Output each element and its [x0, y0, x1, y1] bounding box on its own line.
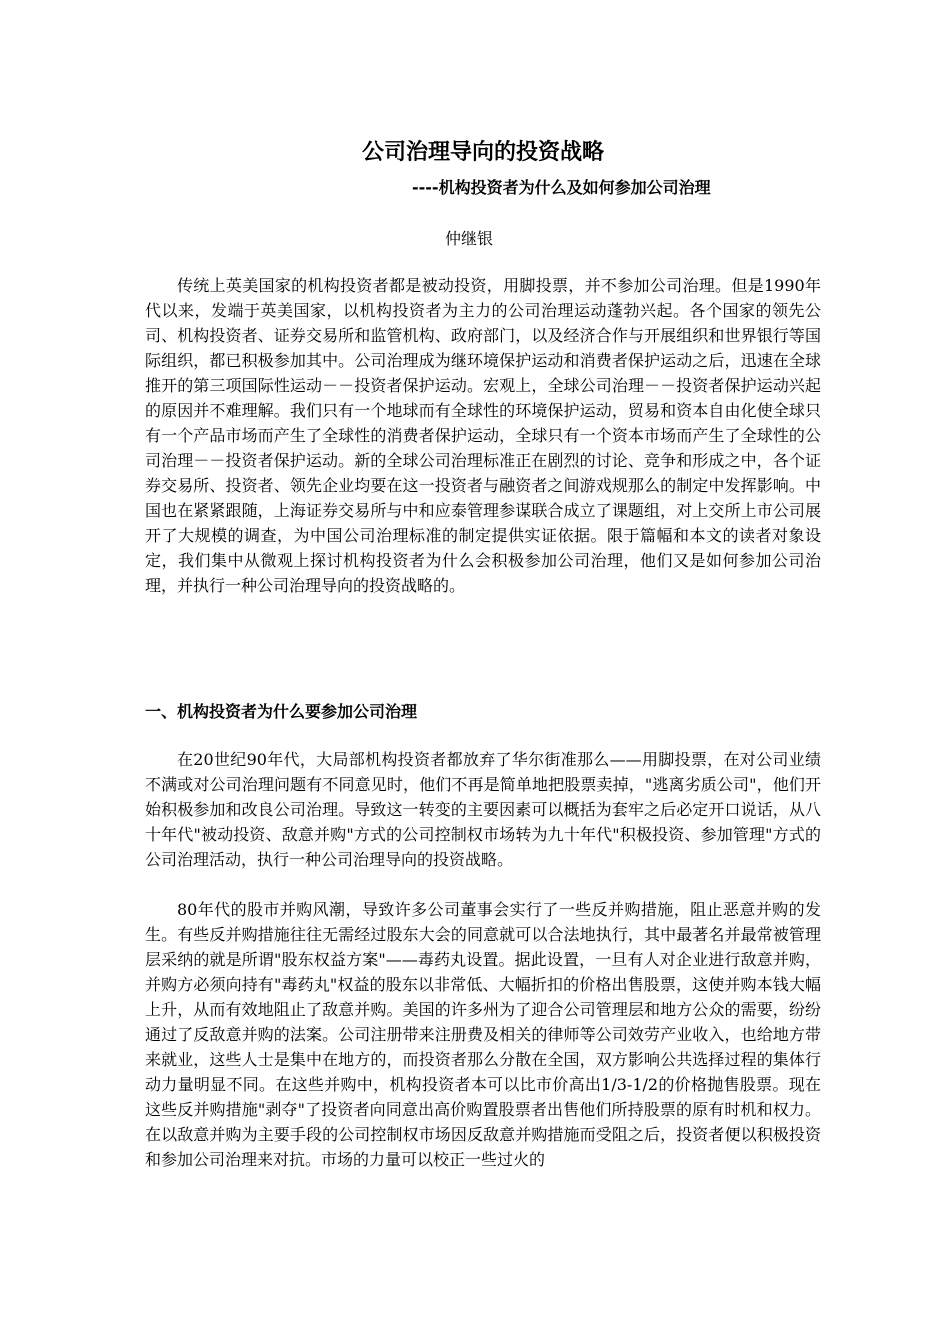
section-heading: 一、机构投资者为什么要参加公司治理 — [145, 702, 418, 721]
document-title: 公司治理导向的投资战略 — [361, 140, 604, 165]
section-paragraph: 80年代的股市并购风潮，导致许多公司董事会实行了一些反并购措施，阻止恶意并购的发生。有些反并购措施往往无需经过股东大会的同意就可以合法地执行，其中最著名并最常被管理层采纳的就是所谓"股东权益方案"——毒药丸设置。据此设置，一旦有人对企业进行敌意并购，并购方必须向持有"毒药丸"权益的股东以非常低、大幅折扣的价格出售股票，这使并购本钱大幅上升，从而有效地阻止了敌意并购。美国的许多州为了迎合公司管理层和地方公众的需要，纷纷通过了反敌意并购的法案。公司注册带来注册费及相关的律师等公司效劳产业收入，也给地方带来就业，这些人士是集中在地方的，而投资者那么分散在全国，双方影响公共选择过程的集体行动力量明显不同。在这些并购中，机构投资者本可以比市价高出1/3-1/2的价格抛售股票。现在这些反并购措施"剥夺"了投资者向同意出高价购置股票者出售他们所持股票的原有时机和权力。在以敌意并购为主要手段的公司控制权市场因反敌意并购措施而受阻之后，投资者便以积极投资和参加公司治理来对抗。市场的力量可以校正一些过火的 — [145, 900, 821, 1169]
section-paragraph: 在20世纪90年代，大局部机构投资者都放弃了华尔街准那么——用脚投票，在对公司业绩不满或对公司治理问题有不同意见时，他们不再是简单地把股票卖掉，"逃离劣质公司"，他们开始积极参加和改良公司治理。导致这一转变的主要因素可以概括为套牢之后必定开口说话，从八十年代"被动投资、敌意并购"方式的公司控制权市场转为九十年代"积极投资、参加管理"方式的公司治理活动，执行一种公司治理导向的投资战略。 — [145, 750, 821, 869]
intro-paragraph: 传统上英美国家的机构投资者都是被动投资，用脚投票，并不参加公司治理。但是1990年代以来，发端于英美国家，以机构投资者为主力的公司治理运动蓬勃兴起。各个国家的领先公司、机构投资者、证券交易所和监管机构、政府部门，以及经济合作与开展组织和世界银行等国际组织，都已积极参加其中。公司治理成为继环境保护运动和消费者保护运动之后，迅速在全球推开的第三项国际性运动－－投资者保护运动。宏观上，全球公司治理－－投资者保护运动兴起的原因并不难理解。我们只有一个地球而有全球性的环境保护运动，贸易和资本自由化使全球只有一个产品市场而产生了全球性的消费者保护运动，全球只有一个资本市场而产生了全球性的公司治理－－投资者保护运动。新的全球公司治理标准正在剧烈的讨论、竞争和形成之中，各个证券交易所、投资者、领先企业均要在这一投资者与融资者之间游戏规那么的制定中发挥影响。中国也在紧紧跟随，上海证券交易所与中和应泰管理参谋联合成立了课题组，对上交所上市公司展开了大规模的调查，为中国公司治理标准的制定提供实证依据。限于篇幅和本文的读者对象设定，我们集中从微观上探讨机构投资者为什么会积极参加公司治理，他们又是如何参加公司治理，并执行一种公司治理导向的投资战略的。 — [145, 276, 821, 595]
author-name: 仲继银 — [445, 229, 494, 248]
document-subtitle: ----机构投资者为什么及如何参加公司治理 — [412, 178, 711, 197]
